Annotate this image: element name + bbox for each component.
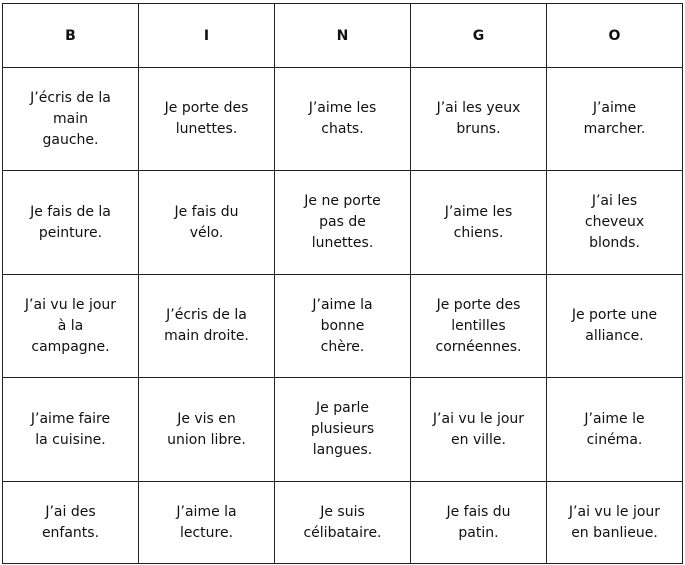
header-letter-n: N <box>275 4 411 68</box>
bingo-cell-text: J’aime les chats. <box>308 100 377 137</box>
bingo-row <box>3 171 683 275</box>
bingo-cell <box>139 378 275 482</box>
bingo-cell-text: J’ai vu le jour en ville. <box>432 410 525 448</box>
bingo-cell <box>411 171 547 275</box>
bingo-cell-text: J’aime marcher. <box>583 100 646 137</box>
header-letter-i: I <box>139 4 275 68</box>
bingo-cell-text: Je suis célibataire. <box>303 503 382 541</box>
bingo-card <box>2 3 683 564</box>
header-letter-o: O <box>547 4 683 68</box>
bingo-cell <box>3 171 139 275</box>
bingo-cell-text: Je fais de la peinture. <box>30 203 111 241</box>
bingo-cell-text: J’aime la bonne chère. <box>312 296 373 355</box>
bingo-cell-text: J’ai les yeux bruns. <box>436 100 521 137</box>
bingo-row <box>3 378 683 482</box>
bingo-cell <box>411 378 547 482</box>
bingo-cell-text: Je fais du patin. <box>446 503 511 541</box>
bingo-cell <box>275 171 411 275</box>
bingo-cell <box>275 68 411 171</box>
bingo-cell <box>139 171 275 275</box>
bingo-cell <box>411 68 547 171</box>
bingo-cell-text: Je porte une alliance. <box>571 307 658 344</box>
bingo-cell-text: J’ai vu le jour en banlieue. <box>568 503 661 541</box>
bingo-cell <box>139 482 275 564</box>
bingo-cell <box>411 482 547 564</box>
bingo-cell-text: J’aime les chiens. <box>444 203 513 241</box>
bingo-cell-text: Je ne porte pas de lunettes. <box>304 193 381 251</box>
bingo-cell <box>275 378 411 482</box>
bingo-cell <box>547 68 683 171</box>
bingo-cell-text: Je porte des lentilles cornéennes. <box>435 296 522 355</box>
bingo-cell <box>547 482 683 564</box>
bingo-cell <box>275 275 411 378</box>
bingo-cell <box>3 275 139 378</box>
bingo-cell-text: J’écris de la main gauche. <box>30 89 111 148</box>
bingo-cell-text: J’écris de la main droite. <box>164 307 249 344</box>
bingo-cell-text: Je fais du vélo. <box>174 203 239 241</box>
bingo-cell <box>3 378 139 482</box>
bingo-cell-text: Je parle plusieurs langues. <box>310 400 375 458</box>
bingo-cell-text: J’ai des enfants. <box>41 503 100 541</box>
bingo-cell <box>547 275 683 378</box>
bingo-cell <box>547 171 683 275</box>
bingo-cell <box>411 275 547 378</box>
bingo-row <box>3 275 683 378</box>
header-letter-g: G <box>411 4 547 68</box>
bingo-header-row <box>3 4 683 68</box>
bingo-cell-text: J’aime le cinéma. <box>584 410 645 448</box>
header-letter-b: B <box>3 4 139 68</box>
bingo-cell-text: J’ai les cheveux blonds. <box>584 193 645 251</box>
bingo-row <box>3 482 683 564</box>
bingo-cell <box>3 68 139 171</box>
bingo-cell-text: J’aime la lecture. <box>176 503 237 541</box>
bingo-cell-text: J’ai vu le jour à la campagne. <box>24 296 117 355</box>
bingo-cell <box>139 275 275 378</box>
bingo-row <box>3 68 683 171</box>
bingo-cell <box>139 68 275 171</box>
bingo-cell <box>275 482 411 564</box>
bingo-cell-text: Je vis en union libre. <box>167 410 246 448</box>
bingo-cell-text: J’aime faire la cuisine. <box>30 410 111 448</box>
bingo-cell <box>3 482 139 564</box>
bingo-cell <box>547 378 683 482</box>
bingo-cell-text: Je porte des lunettes. <box>164 100 249 137</box>
